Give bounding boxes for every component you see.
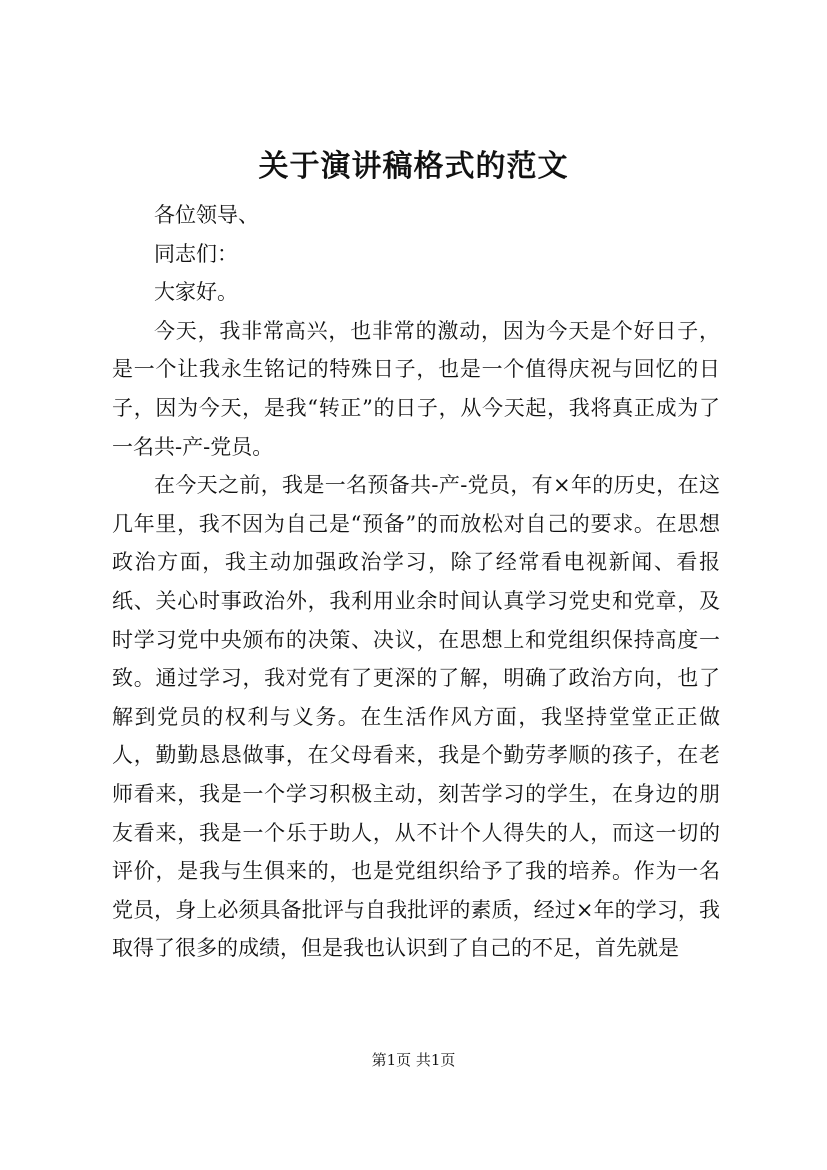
body-paragraph: 今天，我非常高兴，也非常的激动，因为今天是个好日子，是一个让我永生铭记的特殊日子，也是一个值得庆祝与回忆的日子，因为今天，是我“转正”的日子，从今天起，我将真正成为了一名共-产-党员。	[112, 318, 720, 459]
document-title: 关于演讲稿格式的范文	[258, 149, 569, 184]
greeting-line: 大家好。	[154, 280, 238, 305]
greeting-line: 各位领导、	[154, 203, 259, 227]
document-body	[112, 196, 720, 968]
body-paragraph: 在今天之前，我是一名预备共-产-党员，有×年的历史，在这几年里，我不因为自己是“预备”的而放松对自己的要求。在思想政治方面，我主动加强政治学习，除了经常看电视新闻、看报纸、关心时事政治外，我利用业余时间认真学习党史和党章，及时学习党中央颁布的决策、决议，在思想上和党组织保持高度一致。通过学习，我对党有了更深的了解，明确了政治方向，也了解到党员的权利与义务。在生活作风方面，我坚持堂堂正正做人，勤勤恳恳做事，在父母看来，我是个勤劳孝顺的孩子，在老师看来，我是一个学习积极主动，刻苦学习的学生，在身边的朋友看来，我是一个乐于助人，从不计个人得失的人，而这一切的评价，是我与生俱来的，也是党组织给予了我的培养。作为一名党员，身上必须具备批评与自我批评的素质，经过×年的学习，我取得了很多的成绩，但是我也认识到了自己的不足，首先就是	[112, 473, 720, 961]
greeting-line: 同志们：	[154, 241, 238, 266]
page-footer: 第1页 共1页	[371, 1051, 456, 1069]
